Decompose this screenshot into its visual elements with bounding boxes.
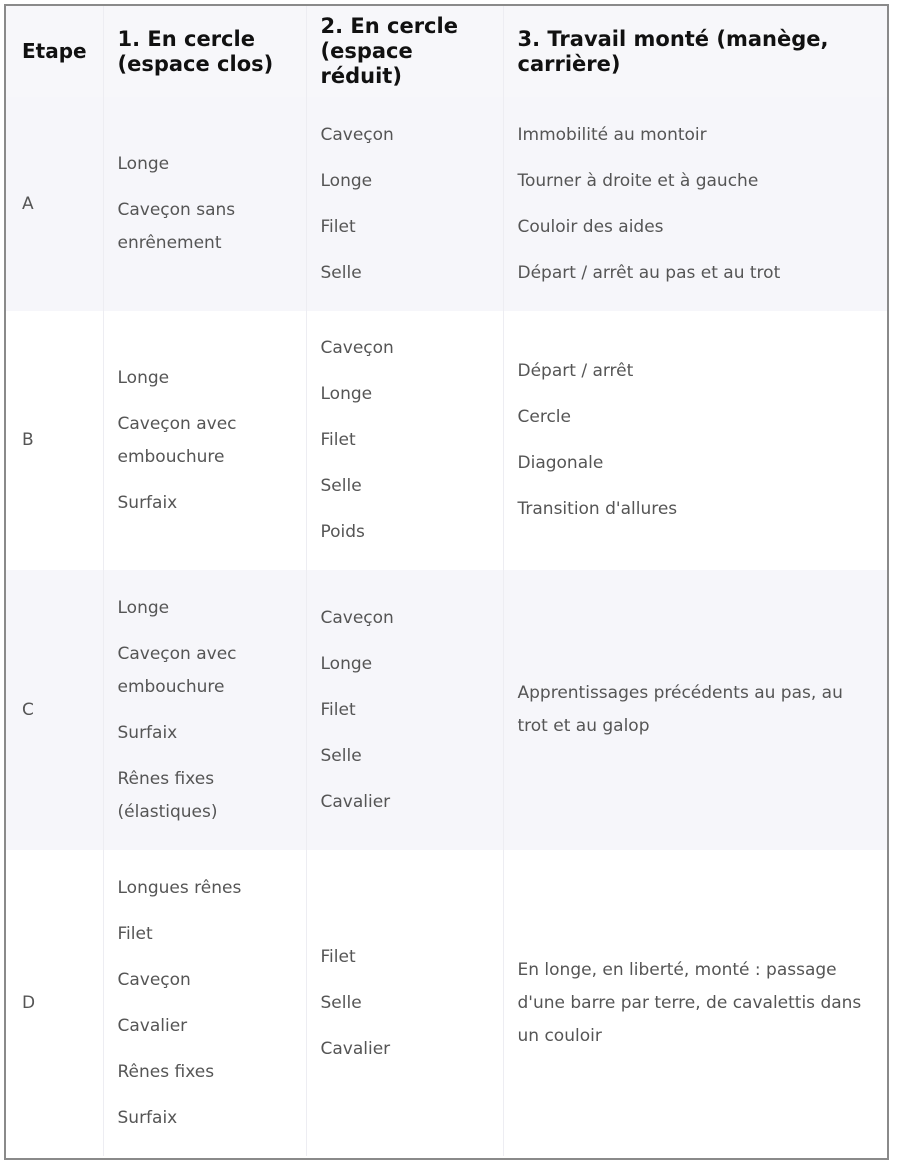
list-item: Caveçon avec embouchure: [117, 643, 237, 697]
table-row-c: [6, 570, 887, 850]
mounted-work-cell: [503, 570, 887, 850]
mounted-work-cell: [503, 97, 887, 311]
circle-closed-cell: [103, 311, 306, 570]
list-item: Rênes fixes (élastiques): [117, 768, 218, 822]
circle-reduced-cell: [306, 97, 503, 311]
list-item: Caveçon: [117, 969, 191, 990]
list-item: Apprentissages précédents au pas, au trot et au galop: [517, 683, 843, 736]
list-item: Cavalier: [320, 1038, 391, 1059]
table-row-d: [6, 850, 887, 1156]
list-item: Départ / arrêt au pas et au trot: [517, 262, 781, 283]
mounted-work-cell: [503, 311, 887, 570]
list-item: Longe: [320, 170, 373, 191]
table-row-b: [6, 311, 887, 570]
list-item: Immobilité au montoir: [517, 124, 707, 145]
list-item: Diagonale: [517, 453, 604, 473]
list-item: Départ / arrêt: [517, 361, 634, 381]
circle-reduced-cell: [306, 850, 503, 1156]
list-item: Selle: [320, 262, 362, 283]
circle-closed-cell: [103, 97, 306, 311]
list-item: Longe: [320, 653, 373, 674]
list-item: Filet: [117, 923, 153, 944]
header-circle-closed: 1. En cercle (espace clos): [103, 6, 306, 97]
list-item: Selle: [320, 476, 362, 496]
circle-reduced-cell: [306, 311, 503, 570]
list-item: Surfaix: [117, 492, 178, 513]
header-circle-reduced: 2. En cercle (espace réduit): [306, 6, 503, 97]
list-item: Caveçon avec embouchure: [117, 413, 237, 467]
list-item: Selle: [320, 992, 362, 1013]
list-item: Filet: [320, 216, 356, 237]
list-item: Cavalier: [117, 1015, 188, 1036]
list-item: Couloir des aides: [517, 216, 664, 237]
list-item: Longues rênes: [117, 877, 242, 898]
list-item: Longe: [117, 597, 170, 618]
list-item: Filet: [320, 699, 356, 720]
list-item: Surfaix: [117, 722, 178, 743]
header-row: [6, 6, 887, 97]
table-row-a: [6, 97, 887, 311]
list-item: Transition d'allures: [517, 499, 678, 519]
header-stage: Etape: [6, 6, 103, 97]
table-frame: [4, 4, 889, 1160]
list-item: Cercle: [517, 407, 571, 427]
list-item: Longe: [117, 154, 170, 174]
circle-closed-cell: [103, 570, 306, 850]
list-item: Longe: [117, 367, 170, 388]
stage-cell: B: [6, 311, 103, 570]
header-mounted-work: 3. Travail monté (manège, carrière): [503, 6, 887, 97]
circle-reduced-cell: [306, 570, 503, 850]
mounted-work-cell: [503, 850, 887, 1156]
list-item: Longe: [320, 384, 373, 404]
list-item: En longe, en liberté, monté : passage d'une barre par terre, de cavalettis dans un couloir: [517, 959, 862, 1046]
list-item: Poids: [320, 522, 365, 542]
list-item: Cavalier: [320, 791, 391, 812]
list-item: Caveçon: [320, 338, 394, 358]
stage-cell: C: [6, 570, 103, 850]
list-item: Surfaix: [117, 1107, 178, 1128]
circle-closed-cell: [103, 850, 306, 1156]
list-item: Rênes fixes: [117, 1061, 215, 1082]
list-item: Caveçon: [320, 124, 394, 145]
list-item: Caveçon sans enrênement: [117, 200, 236, 253]
list-item: Tourner à droite et à gauche: [517, 170, 759, 191]
stage-cell: A: [6, 97, 103, 311]
list-item: Selle: [320, 745, 362, 766]
stage-cell: D: [6, 850, 103, 1156]
list-item: Filet: [320, 946, 356, 967]
list-item: Caveçon: [320, 607, 394, 628]
training-stages-table: [6, 6, 887, 1156]
list-item: Filet: [320, 430, 356, 450]
